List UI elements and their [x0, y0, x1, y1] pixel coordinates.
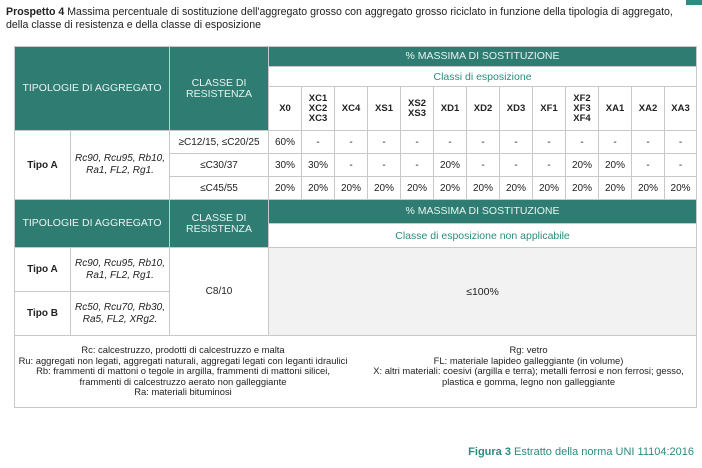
exposure-class-cell: XD3: [500, 87, 533, 131]
substitution-value-cell: -: [599, 131, 632, 154]
legend-item: Ra: materiali bituminosi: [134, 386, 232, 398]
legend-item: Ru: aggregati non legati, aggregati naturali, aggregati legati con leganti idraulici: [18, 354, 348, 366]
substitution-value-cell: -: [368, 154, 401, 177]
substitution-value-cell: -: [335, 154, 368, 177]
figure-label: Figura 3: [468, 446, 511, 458]
substitution-value-cell: 20%: [401, 177, 434, 200]
caption-text: Massima percentuale di sostituzione dell'aggregato grosso con aggregato grosso riciclato in funzione della tipologia di aggregato, della classe di resistenza e della classe di esposizione: [6, 6, 673, 31]
substitution-value-cell: -: [434, 131, 467, 154]
legend-box: [15, 336, 697, 408]
exposure-class-cell: XC1 XC2 XC3: [302, 87, 335, 131]
legend-item: Rc: calcestruzzo, prodotti di calcestruzzo e malta: [81, 344, 285, 356]
legend-item: Rg: vetro: [509, 344, 548, 356]
substitution-value-cell: 30%: [302, 154, 335, 177]
substitution-value-cell: -: [467, 131, 500, 154]
exposure-class-cell: XF1: [533, 87, 566, 131]
substitution-value-cell: 20%: [632, 177, 665, 200]
header-classi-esposizione: Classi di esposizione: [269, 67, 697, 87]
exposure-class-cell: XS2 XS3: [401, 87, 434, 131]
substitution-value-cell: 30%: [269, 154, 302, 177]
legend-item: Rb: frammenti di mattoni o tegole in argilla, frammenti di mattoni silicei, frammenti di calcestruzzo aerato non galleggiante: [36, 365, 330, 387]
substitution-value-cell: 20%: [665, 177, 697, 200]
substitution-value-cell: 60%: [269, 131, 302, 154]
legend-right: [361, 345, 696, 397]
resistance-class: ≤C30/37: [170, 154, 269, 177]
substitution-value-cell: -: [335, 131, 368, 154]
tipo-b-label: Tipo B: [15, 292, 71, 336]
substitution-value-cell: -: [401, 131, 434, 154]
header-tipologie-2: TIPOLOGIE DI AGGREGATO: [15, 200, 170, 248]
resistance-class: ≤C45/55: [170, 177, 269, 200]
legend-item: X: altri materiali: coesivi (argilla e terra); metalli ferrosi e non ferrosi; gesso, plastica e gomma, legno non galleggiante: [373, 365, 684, 387]
header-esposizione-non-applicabile: Classe di esposizione non applicabile: [269, 224, 697, 248]
substitution-value-cell: -: [401, 154, 434, 177]
substitution-value-cell: -: [500, 131, 533, 154]
header-tipologie: TIPOLOGIE DI AGGREGATO: [15, 47, 170, 131]
tipo-a-label: Tipo A: [15, 248, 71, 292]
substitution-value-cell: -: [302, 131, 335, 154]
substitution-value-cell: 20%: [500, 177, 533, 200]
substitution-table: [14, 46, 697, 408]
legend-item: FL: materiale lapideo galleggiante (in volume): [433, 354, 624, 366]
exposure-class-cell: XD2: [467, 87, 500, 131]
exposure-class-cell: XS1: [368, 87, 401, 131]
substitution-value-cell: 20%: [599, 177, 632, 200]
exposure-class-cell: XA2: [632, 87, 665, 131]
substitution-value-cell: -: [665, 131, 697, 154]
substitution-value-cell: 20%: [434, 177, 467, 200]
substitution-value-cell: 20%: [599, 154, 632, 177]
substitution-value-cell: 20%: [269, 177, 302, 200]
aggregate-composition: Rc50, Rcu70, Rb30, Ra5, FL2, XRg2.: [71, 292, 170, 336]
exposure-class-cell: XC4: [335, 87, 368, 131]
substitution-value-cell: -: [467, 154, 500, 177]
substitution-value-cell: 20%: [566, 177, 599, 200]
legend-left: [15, 345, 351, 397]
header-classe-resistenza-2: CLASSE DI RESISTENZA: [170, 200, 269, 248]
header-classe-resistenza: CLASSE DI RESISTENZA: [170, 47, 269, 131]
substitution-value-cell: 20%: [335, 177, 368, 200]
substitution-value-cell: -: [632, 131, 665, 154]
table-caption: [6, 6, 696, 32]
substitution-value-cell: -: [500, 154, 533, 177]
resistance-class: C8/10: [170, 248, 269, 336]
aggregate-composition: Rc90, Rcu95, Rb10, Ra1, FL2, Rg1.: [71, 131, 170, 200]
header-massima-sostituzione: % MASSIMA DI SOSTITUZIONE: [269, 47, 697, 67]
substitution-value-cell: 20%: [467, 177, 500, 200]
substitution-value-cell: -: [665, 154, 697, 177]
header-massima-sostituzione-2: % MASSIMA DI SOSTITUZIONE: [269, 200, 697, 224]
exposure-class-cell: XA3: [665, 87, 697, 131]
max-substitution-value: ≤100%: [269, 248, 697, 336]
substitution-value-cell: 20%: [533, 177, 566, 200]
aggregate-composition: Rc90, Rcu95, Rb10, Ra1, FL2, Rg1.: [71, 248, 170, 292]
caption-label: Prospetto 4: [6, 6, 65, 18]
substitution-value-cell: 20%: [368, 177, 401, 200]
substitution-value-cell: -: [533, 154, 566, 177]
substitution-value-cell: -: [533, 131, 566, 154]
exposure-class-cell: XD1: [434, 87, 467, 131]
figure-caption: [468, 446, 694, 458]
substitution-value-cell: 20%: [434, 154, 467, 177]
substitution-value-cell: 20%: [302, 177, 335, 200]
tipo-a-label: Tipo A: [15, 131, 71, 200]
corner-accent: [686, 0, 702, 5]
resistance-class: ≥C12/15, ≤C20/25: [170, 131, 269, 154]
substitution-value-cell: -: [368, 131, 401, 154]
exposure-class-cell: X0: [269, 87, 302, 131]
substitution-value-cell: 20%: [566, 154, 599, 177]
substitution-value-cell: -: [566, 131, 599, 154]
substitution-value-cell: -: [632, 154, 665, 177]
figure-text: Estratto della norma UNI 11104:2016: [510, 446, 694, 458]
exposure-class-cell: XF2 XF3 XF4: [566, 87, 599, 131]
exposure-class-cell: XA1: [599, 87, 632, 131]
